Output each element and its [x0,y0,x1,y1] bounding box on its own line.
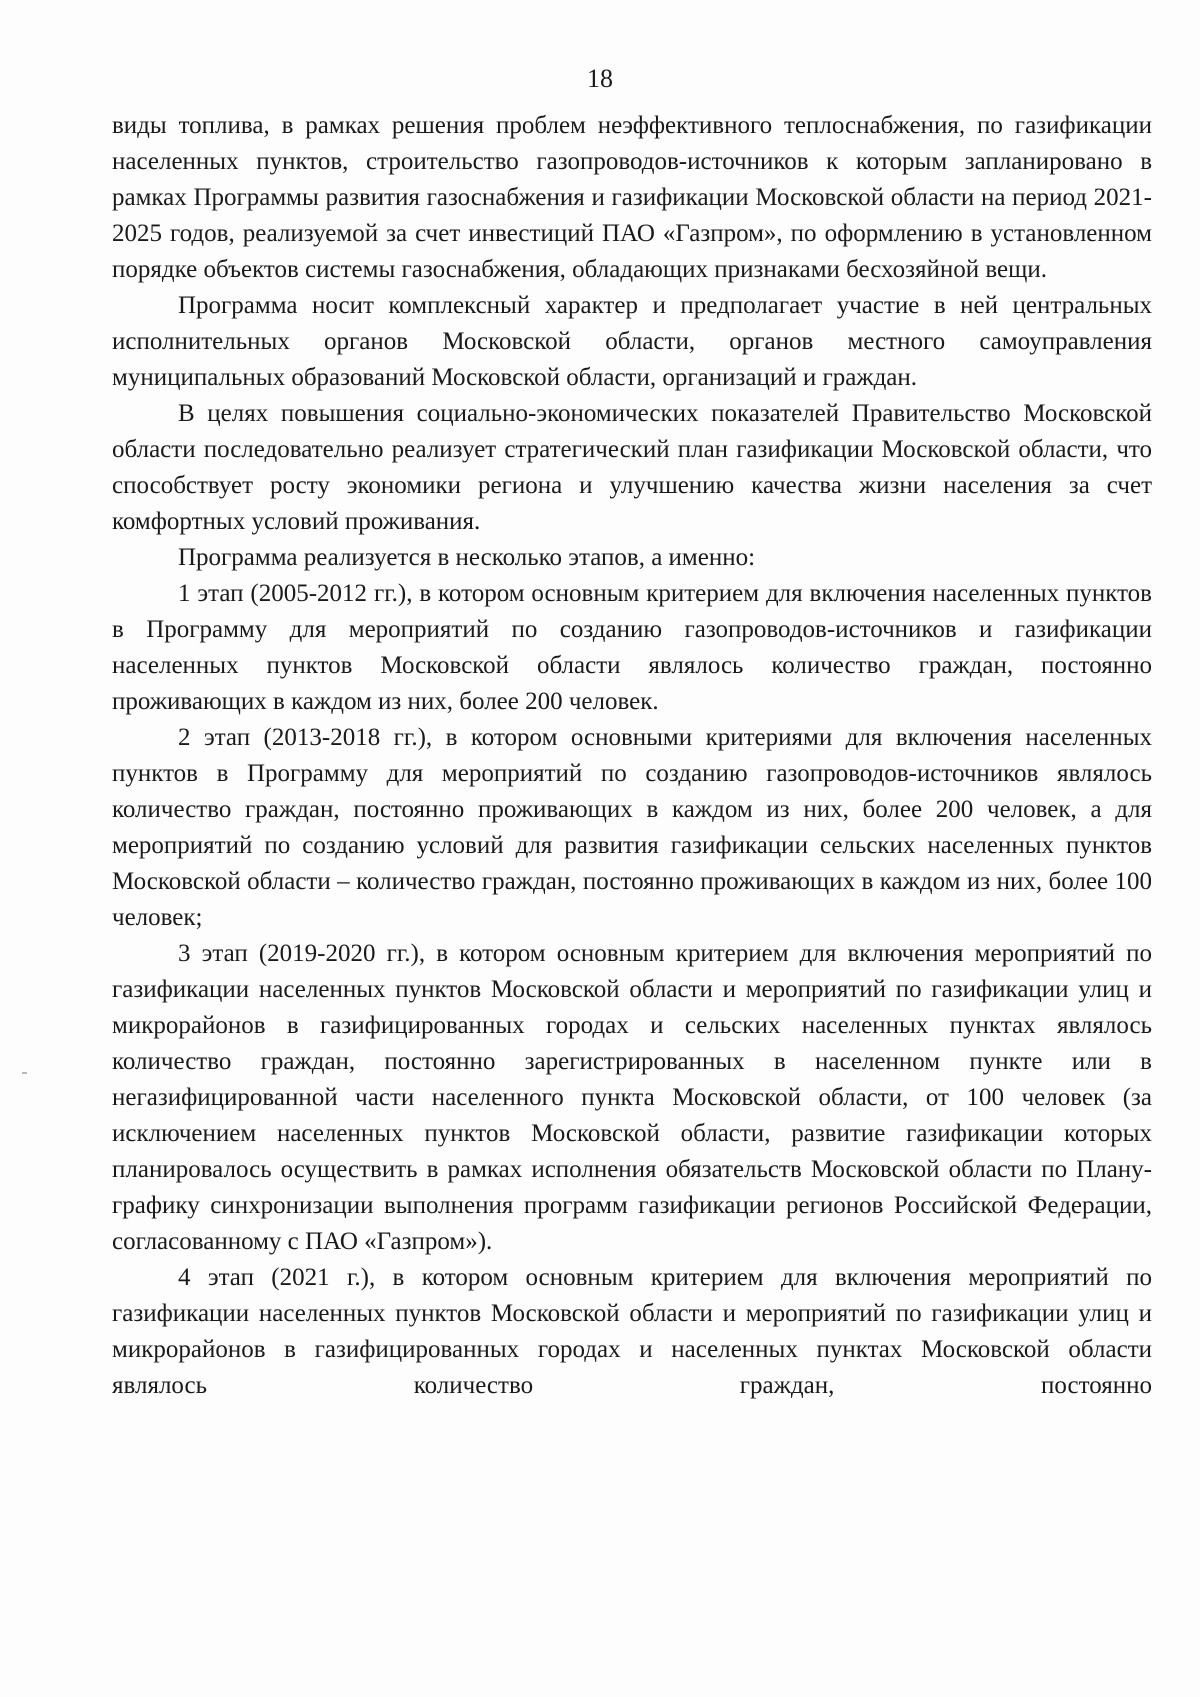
paragraph-stage-4: 4 этап (2021 г.), в котором основным критерием для включения мероприятий по газификации населенных пунктов Московской области и мероприятий по газификации улиц и микрорайонов в газифицированных городах и населенных пунктах Московской области являлось количество граждан, постоянно [112,1264,1152,1399]
paragraph-stage-3: 3 этап (2019-2020 гг.), в котором основным критерием для включения мероприятий по газификации населенных пунктов Московской области и мероприятий по газификации улиц и микрорайонов в газифицированных городах и сельских населенных пунктах являлось количество граждан, постоянно зарегистрированных в населенном пункте или в негазифицированной части населенного пункта Московской области, от 100 человек (за исключением населенных пунктов Московской области, развитие газификации которых планировалось осуществить в рамках исполнения обязательств Московской области по Плану-графику синхронизации выполнения программ газификации регионов Российской Федерации, согласованному с ПАО «Газпром»). [112,940,1152,1255]
paragraph-continuation: виды топлива, в рамках решения проблем неэффективного теплоснабжения, по газификации населенных пунктов, строительство газопроводов-источников к которым запланировано в рамках Программы развития газоснабжения и газификации Московской области на период 2021-2025 годов, реализуемой за счет инвестиций ПАО «Газпром», по оформлению в установленном порядке объектов системы газоснабжения, обладающих признаками бесхозяйной вещи. [112,112,1152,283]
document-body [112,108,1152,1404]
paragraph-strategic-plan: В целях повышения социально-экономических показателей Правительство Московской области последовательно реализует стратегический план газификации Московской области, что способствует росту экономики региона и улучшению качества жизни населения за счет комфортных условий проживания. [112,400,1152,535]
paragraph-stages-intro: Программа реализуется в несколько этапов, а именно: [178,544,756,571]
paragraph-stage-1: 1 этап (2005-2012 гг.), в котором основным критерием для включения населенных пунктов в Программу для мероприятий по созданию газопроводов-источников и газификации населенных пунктов Московской области являлось количество граждан, постоянно проживающих в каждом из них, более 200 человек. [112,580,1152,715]
paragraph-program-complex: Программа носит комплексный характер и предполагает участие в ней центральных исполнительных органов Московской области, органов местного самоуправления муниципальных образований Московской области, организаций и граждан. [112,292,1152,391]
scan-artifact [22,1072,27,1074]
page-number: 18 [587,64,613,93]
paragraph-stage-2: 2 этап (2013-2018 гг.), в котором основными критериями для включения населенных пунктов в Программу для мероприятий по созданию газопроводов-источников являлось количество граждан, постоянно проживающих в каждом из них, более 200 человек, а для мероприятий по созданию условий для развития газификации сельских населенных пунктов Московской области – количество граждан, постоянно проживающих в каждом из них, более 100 человек; [112,724,1152,931]
